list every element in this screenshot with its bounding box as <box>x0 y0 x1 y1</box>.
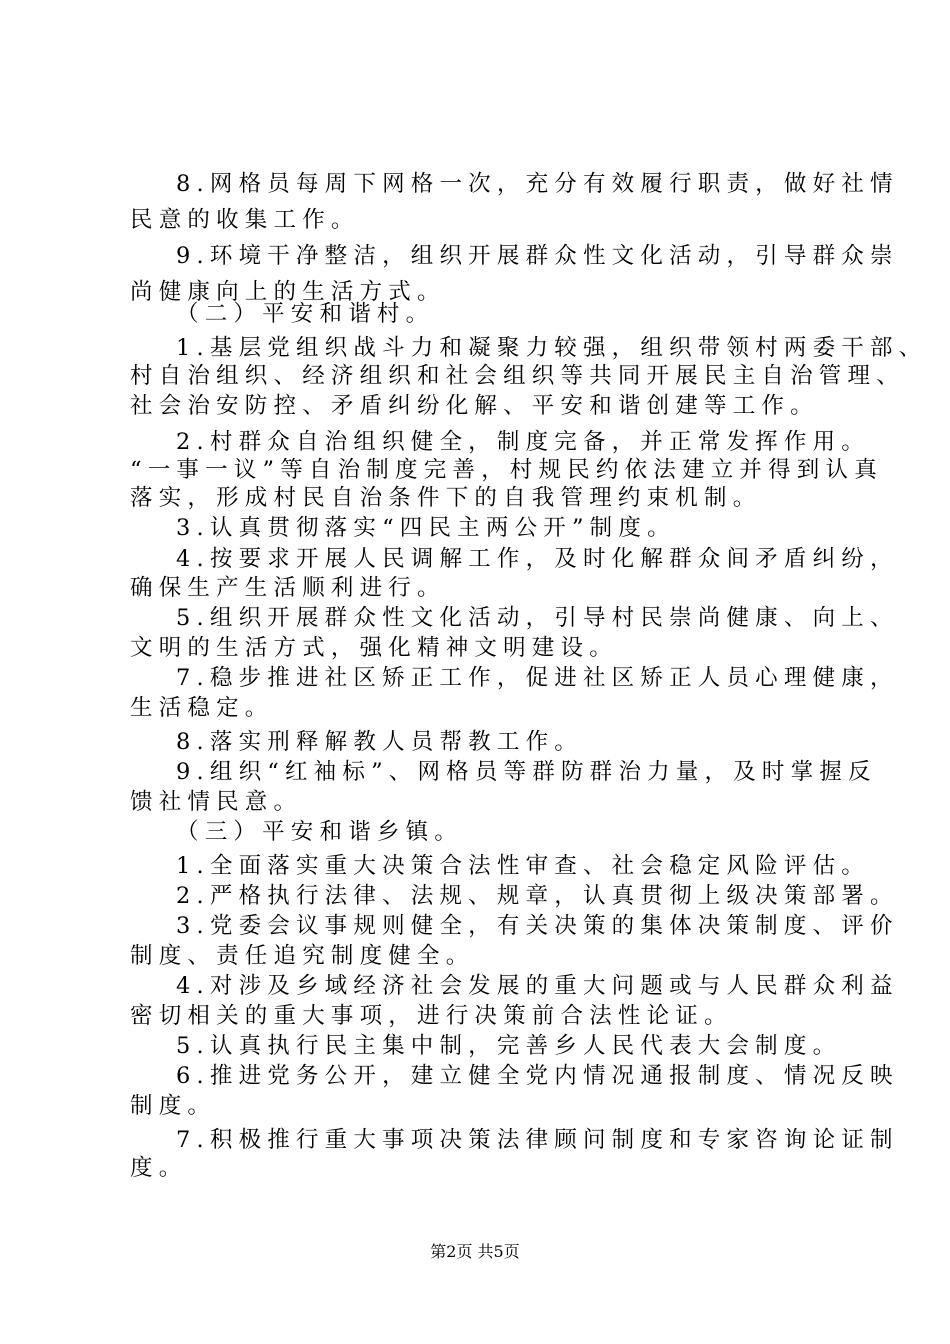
text-line: 3.党委会议事规则健全，有关决策的集体决策制度、评价 <box>176 913 899 939</box>
text-line: 确保生产生活顺利进行。 <box>130 575 446 601</box>
text-line: 制度、责任追究制度健全。 <box>130 943 475 969</box>
page-number-footer: 第2页 共5页 <box>430 1242 520 1261</box>
text-line: 落实，形成村民自治条件下的自我管理约束机制。 <box>130 485 762 511</box>
text-line: 9.环境干净整洁，组织开展群众性文化活动，引导群众崇 <box>176 243 899 269</box>
text-line: 社会治安防控、矛盾纠纷化解、平安和谐创建等工作。 <box>130 393 819 419</box>
text-line: 9.组织“红袖标”、网格员等群防群治力量，及时掌握反 <box>176 759 877 785</box>
text-line: 5.组织开展群众性文化活动，引导村民崇尚健康、向上、 <box>176 605 899 631</box>
text-line: 文明的生活方式，强化精神文明建设。 <box>130 635 618 661</box>
text-line: 1.全面落实重大决策合法性审查、社会稳定风险评估。 <box>176 853 870 879</box>
text-line: 尚健康向上的生活方式。 <box>130 279 446 305</box>
text-line: 密切相关的重大事项，进行决策前合法性论证。 <box>130 1003 733 1029</box>
section-heading: （二）平安和谐村。 <box>176 301 435 327</box>
text-line: 4.对涉及乡域经济社会发展的重大问题或与人民群众利益 <box>176 973 899 999</box>
text-line: 生活稳定。 <box>130 695 274 721</box>
text-line: 8.网格员每周下网格一次，充分有效履行职责，做好社情 <box>176 171 899 197</box>
text-line: 制度。 <box>130 1093 217 1119</box>
text-line: 2.严格执行法律、法规、规章，认真贯彻上级决策部署。 <box>176 883 899 909</box>
text-line: 馈社情民意。 <box>130 789 303 815</box>
text-line: 村自治组织、经济组织和社会组织等共同开展民主自治管理、 <box>130 363 905 389</box>
section-heading: （三）平安和谐乡镇。 <box>176 819 464 845</box>
text-line: 度。 <box>130 1155 188 1181</box>
text-line: “一事一议”等自治制度完善，村规民约依法建立并得到认真 <box>130 457 883 483</box>
text-line: 7.积极推行重大事项决策法律顾问制度和专家咨询论证制 <box>176 1127 899 1153</box>
text-line: 5.认真执行民主集中制，完善乡人民代表大会制度。 <box>176 1033 842 1059</box>
text-line: 6.推进党务公开，建立健全党内情况通报制度、情况反映 <box>176 1063 899 1089</box>
text-line: 3.认真贯彻落实“四民主两公开”制度。 <box>176 515 676 541</box>
text-line: 8.落实刑释解教人员帮教工作。 <box>176 729 583 755</box>
text-line: 4.按要求开展人民调解工作，及时化解群众间矛盾纠纷， <box>176 546 899 572</box>
text-line: 7.稳步推进社区矫正工作，促进社区矫正人员心理健康， <box>176 665 899 691</box>
text-line: 2.村群众自治组织健全，制度完备，并正常发挥作用。 <box>176 429 870 455</box>
text-line: 民意的收集工作。 <box>130 207 360 233</box>
text-line: 1.基层党组织战斗力和凝聚力较强，组织带领村两委干部、 <box>176 335 928 361</box>
